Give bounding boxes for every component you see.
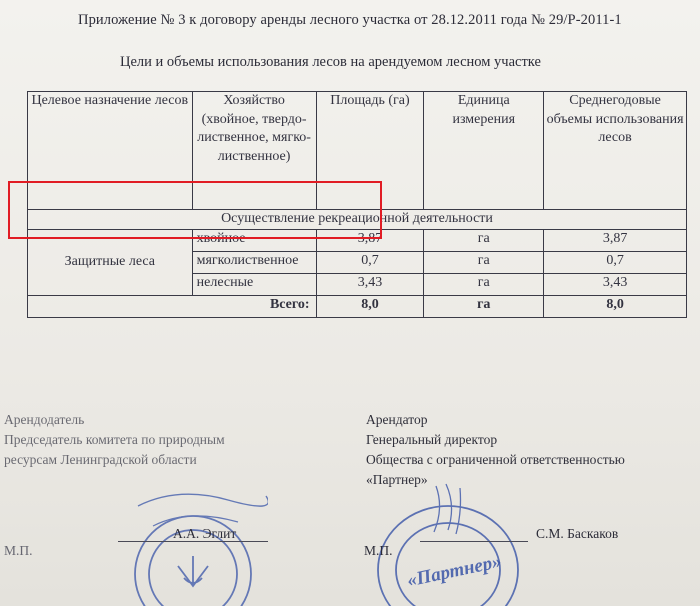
farm-cell: хвойное bbox=[192, 229, 316, 251]
lessee-role: Арендатор bbox=[366, 412, 428, 427]
header-unit: Единица измерения bbox=[424, 92, 544, 210]
document-header: Приложение № 3 к договору аренды лесного участка от 28.12.2011 года № 29/Р-2011-1 bbox=[78, 12, 622, 28]
lessor-seal-icon bbox=[118, 486, 268, 606]
lessor-seal-label: М.П. bbox=[4, 543, 33, 558]
unit-cell: га bbox=[424, 251, 544, 273]
header-purpose: Целевое назначение лесов bbox=[28, 92, 193, 210]
section-title: Осуществление рекреационной деятельности bbox=[28, 210, 687, 230]
total-volume: 8,0 bbox=[544, 295, 687, 317]
volume-cell: 3,87 bbox=[544, 229, 687, 251]
lessee-position-2: Общества с ограниченной ответственностью bbox=[366, 452, 625, 467]
lessor-role: Арендодатель bbox=[4, 412, 85, 427]
total-row bbox=[28, 295, 687, 317]
document-subtitle: Цели и объемы использования лесов на арендуемом лесном участке bbox=[120, 54, 541, 70]
farm-cell: мягколиственное bbox=[192, 251, 316, 273]
lessee-seal-icon bbox=[364, 478, 534, 606]
lessee-position-1: Генеральный директор bbox=[366, 432, 498, 447]
total-unit: га bbox=[424, 295, 544, 317]
area-cell: 0,7 bbox=[316, 251, 424, 273]
highlight-box bbox=[8, 181, 382, 239]
lessor-block bbox=[4, 410, 225, 470]
unit-cell: га bbox=[424, 229, 544, 251]
lessee-seal-label: М.П. bbox=[364, 543, 393, 558]
area-cell: 3,87 bbox=[316, 229, 424, 251]
lessee-position-3: «Партнер» bbox=[366, 472, 428, 487]
lessor-position-2: ресурсам Ленинградской области bbox=[4, 452, 197, 467]
lessee-name: С.М. Баскаков bbox=[536, 526, 619, 541]
total-label: Всего: bbox=[28, 295, 317, 317]
header-area: Площадь (га) bbox=[316, 92, 424, 210]
group-label: Защитные леса bbox=[28, 229, 193, 295]
farm-cell: нелесные bbox=[192, 273, 316, 295]
lessor-name: А.А. Эглит bbox=[173, 526, 237, 541]
area-cell: 3,43 bbox=[316, 273, 424, 295]
seal-text: «Партнер» bbox=[405, 550, 504, 592]
header-volume: Среднегодовые объемы использования лесов bbox=[544, 92, 687, 210]
unit-cell: га bbox=[424, 273, 544, 295]
header-farm: Хозяйство (хвойное, твердо-лиственное, мягко-лиственное) bbox=[192, 92, 316, 210]
total-area: 8,0 bbox=[316, 295, 424, 317]
lessee-signature-line bbox=[420, 541, 528, 542]
volume-cell: 3,43 bbox=[544, 273, 687, 295]
volume-cell: 0,7 bbox=[544, 251, 687, 273]
lessor-position-1: Председатель комитета по природным bbox=[4, 432, 225, 447]
